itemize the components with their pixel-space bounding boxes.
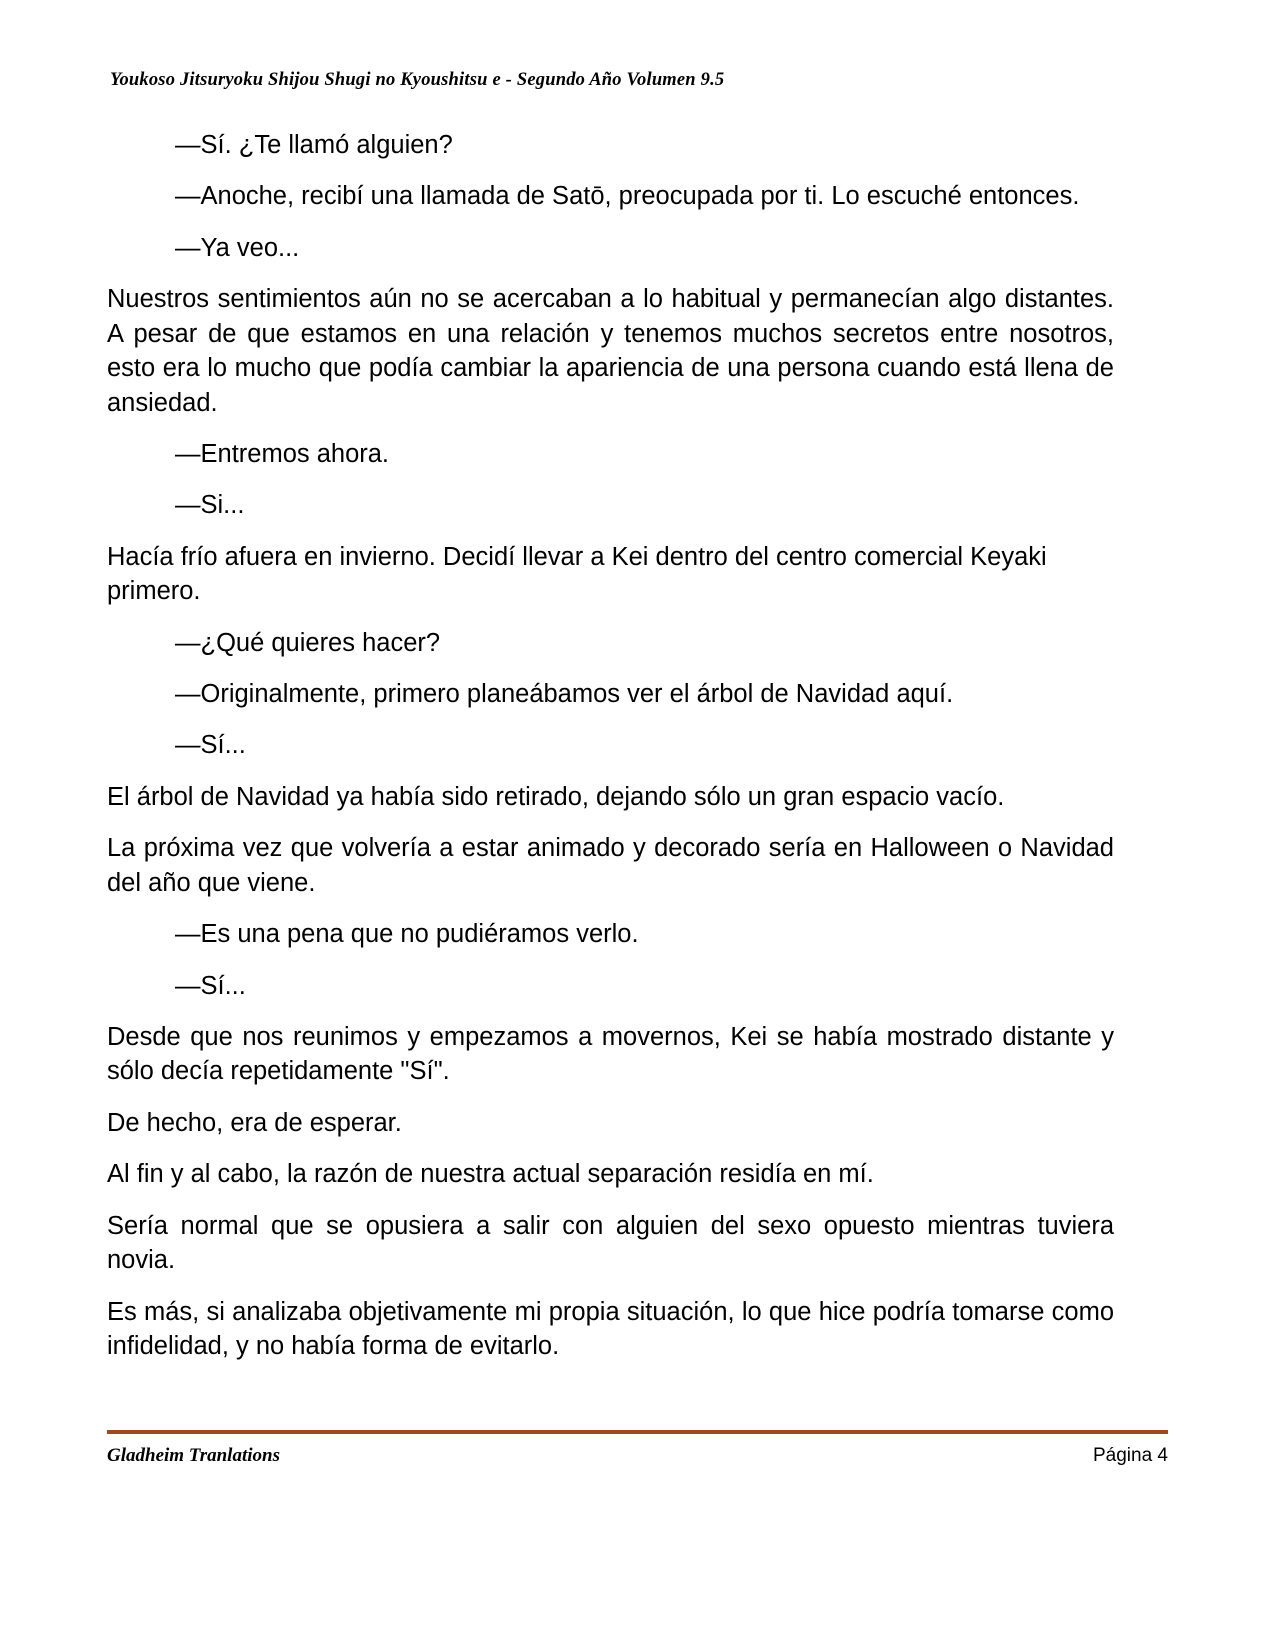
paragraph: De hecho, era de esperar. xyxy=(107,1108,402,1137)
document-body xyxy=(107,128,1114,1380)
paragraph: —Sí... xyxy=(175,971,246,1000)
paragraph: —Sí. ¿Te llamó alguien? xyxy=(175,131,453,159)
paragraph: —Originalmente, primero planeábamos ver el árbol de Navidad aquí. xyxy=(175,680,954,709)
page-footer xyxy=(107,1445,1168,1485)
paragraph: Es más, si analizaba objetivamente mi propia situación, lo que hice podría tomarse como infidelidad, y no había forma de evitarlo. xyxy=(107,1297,1114,1360)
footer-credit: Gladheim Tranlations xyxy=(107,1445,280,1466)
paragraph: El árbol de Navidad ya había sido retirado, dejando sólo un gran espacio vacío. xyxy=(107,782,1005,811)
paragraph: Nuestros sentimientos aún no se acercaban a lo habitual y permanecían algo distantes. A pesar de que estamos en una relación y tenemos muchos secretos entre nosotros, esto era lo mucho que podía cambiar la apariencia de una persona cuando está llena de ansiedad. xyxy=(107,285,1114,417)
footer-divider xyxy=(107,1430,1168,1434)
paragraph: —Entremos ahora. xyxy=(175,439,390,468)
paragraph: Sería normal que se opusiera a salir con alguien del sexo opuesto mientras tuviera novia. xyxy=(107,1211,1114,1275)
paragraph: —Es una pena que no pudiéramos verlo. xyxy=(175,920,639,949)
paragraph: —Ya veo... xyxy=(175,233,300,262)
paragraph: —¿Qué quieres hacer? xyxy=(175,628,441,657)
paragraph: Al fin y al cabo, la razón de nuestra actual separación residía en mí. xyxy=(107,1160,874,1189)
paragraph: —Anoche, recibí una llamada de Satō, preocupada por ti. Lo escuché entonces. xyxy=(175,182,1080,211)
paragraph: Desde que nos reunimos y empezamos a movernos, Kei se había mostrado distante y sólo decía repetidamente "Sí". xyxy=(107,1023,1114,1086)
paragraph: Hacía frío afuera en invierno. Decidí llevar a Kei dentro del centro comercial Keyaki primero. xyxy=(107,542,1047,606)
paragraph: La próxima vez que volvería a estar animado y decorado sería en Halloween o Navidad del año que viene. xyxy=(107,834,1114,897)
page-number: Página 4 xyxy=(1092,1445,1168,1466)
paragraph: —Sí... xyxy=(175,731,246,760)
paragraph: —Si... xyxy=(175,491,245,520)
page-header: Youkoso Jitsuryoku Shijou Shugi no Kyoushitsu e - Segundo Año Volumen 9.5 xyxy=(110,70,725,90)
